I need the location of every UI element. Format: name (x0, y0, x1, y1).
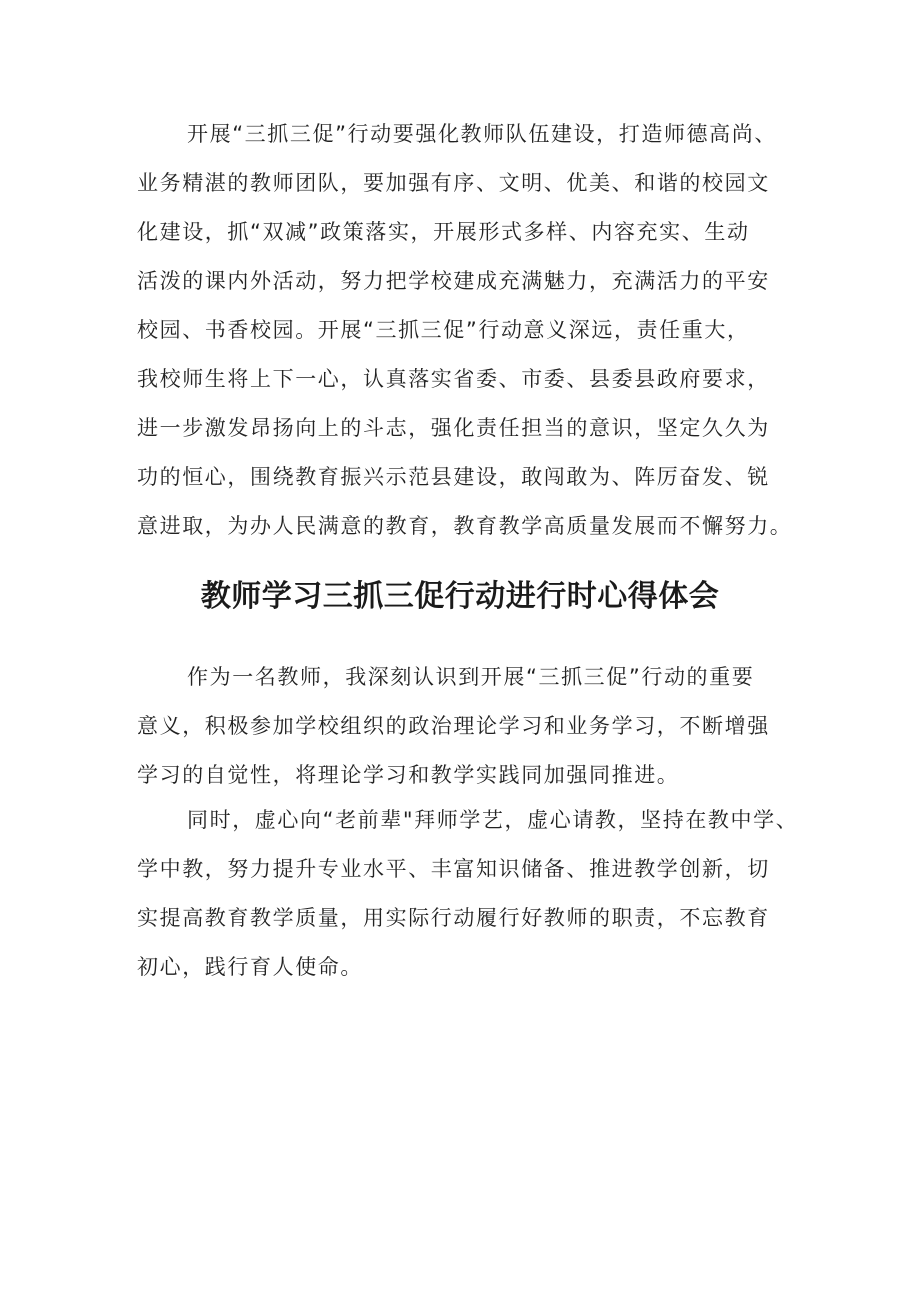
paragraph-line: 校园、书香校园。开展“三抓三促”行动意义深远，责任重大， (137, 318, 750, 342)
paragraph-line: 初心，践行育人使命。 (137, 955, 363, 979)
paragraph-line: 意进取，为办人民满意的教育，教育教学高质量发展而不懈努力。 (137, 514, 793, 538)
paragraph-line: 学中教，努力提升专业水平、丰富知识储备、推进教学创新，切 (137, 857, 770, 881)
paragraph-1 (137, 110, 797, 551)
paragraph-line: 同时，虚心向“老前辈"拜师学艺，虚心请教，坚持在教中学、 (187, 808, 799, 832)
paragraph-line: 我校师生将上下一心，认真落实省委、市委、县委县政府要求， (137, 367, 770, 391)
document-title: 教师学习三抓三促行动进行时心得体会 (200, 579, 720, 614)
paragraph-line: 意义，积极参加学校组织的政治理论学习和业务学习，不断增强 (137, 714, 770, 738)
paragraph-line: 功的恒心，围绕教育振兴示范县建设，敢闯敢为、阵厉奋发、锐 (137, 465, 770, 489)
paragraph-line: 化建设，抓“双减”政策落实，开展形式多样、内容充实、生动 (137, 220, 750, 244)
paragraph-2 (137, 653, 797, 800)
paragraph-line: 业务精湛的教师团队，要加强有序、文明、优美、和谐的校园文 (137, 171, 770, 195)
paragraph-line: 实提高教育教学质量，用实际行动履行好教师的职责，不忘教育 (137, 906, 770, 930)
paragraph-line: 活泼的课内外活动，努力把学校建成充满魅力，充满活力的平安 (137, 269, 770, 293)
paragraph-3 (137, 796, 797, 992)
paragraph-line: 作为一名教师，我深刻认识到开展“三抓三促”行动的重要 (187, 665, 755, 689)
paragraph-line: 进一步激发昂扬向上的斗志，强化责任担当的意识，坚定久久为 (137, 416, 770, 440)
paragraph-line: 学习的自觉性，将理论学习和教学实践同加强同推进。 (137, 763, 680, 787)
paragraph-line: 开展“三抓三促”行动要强化教师队伍建设，打造师德高尚、 (187, 122, 777, 146)
